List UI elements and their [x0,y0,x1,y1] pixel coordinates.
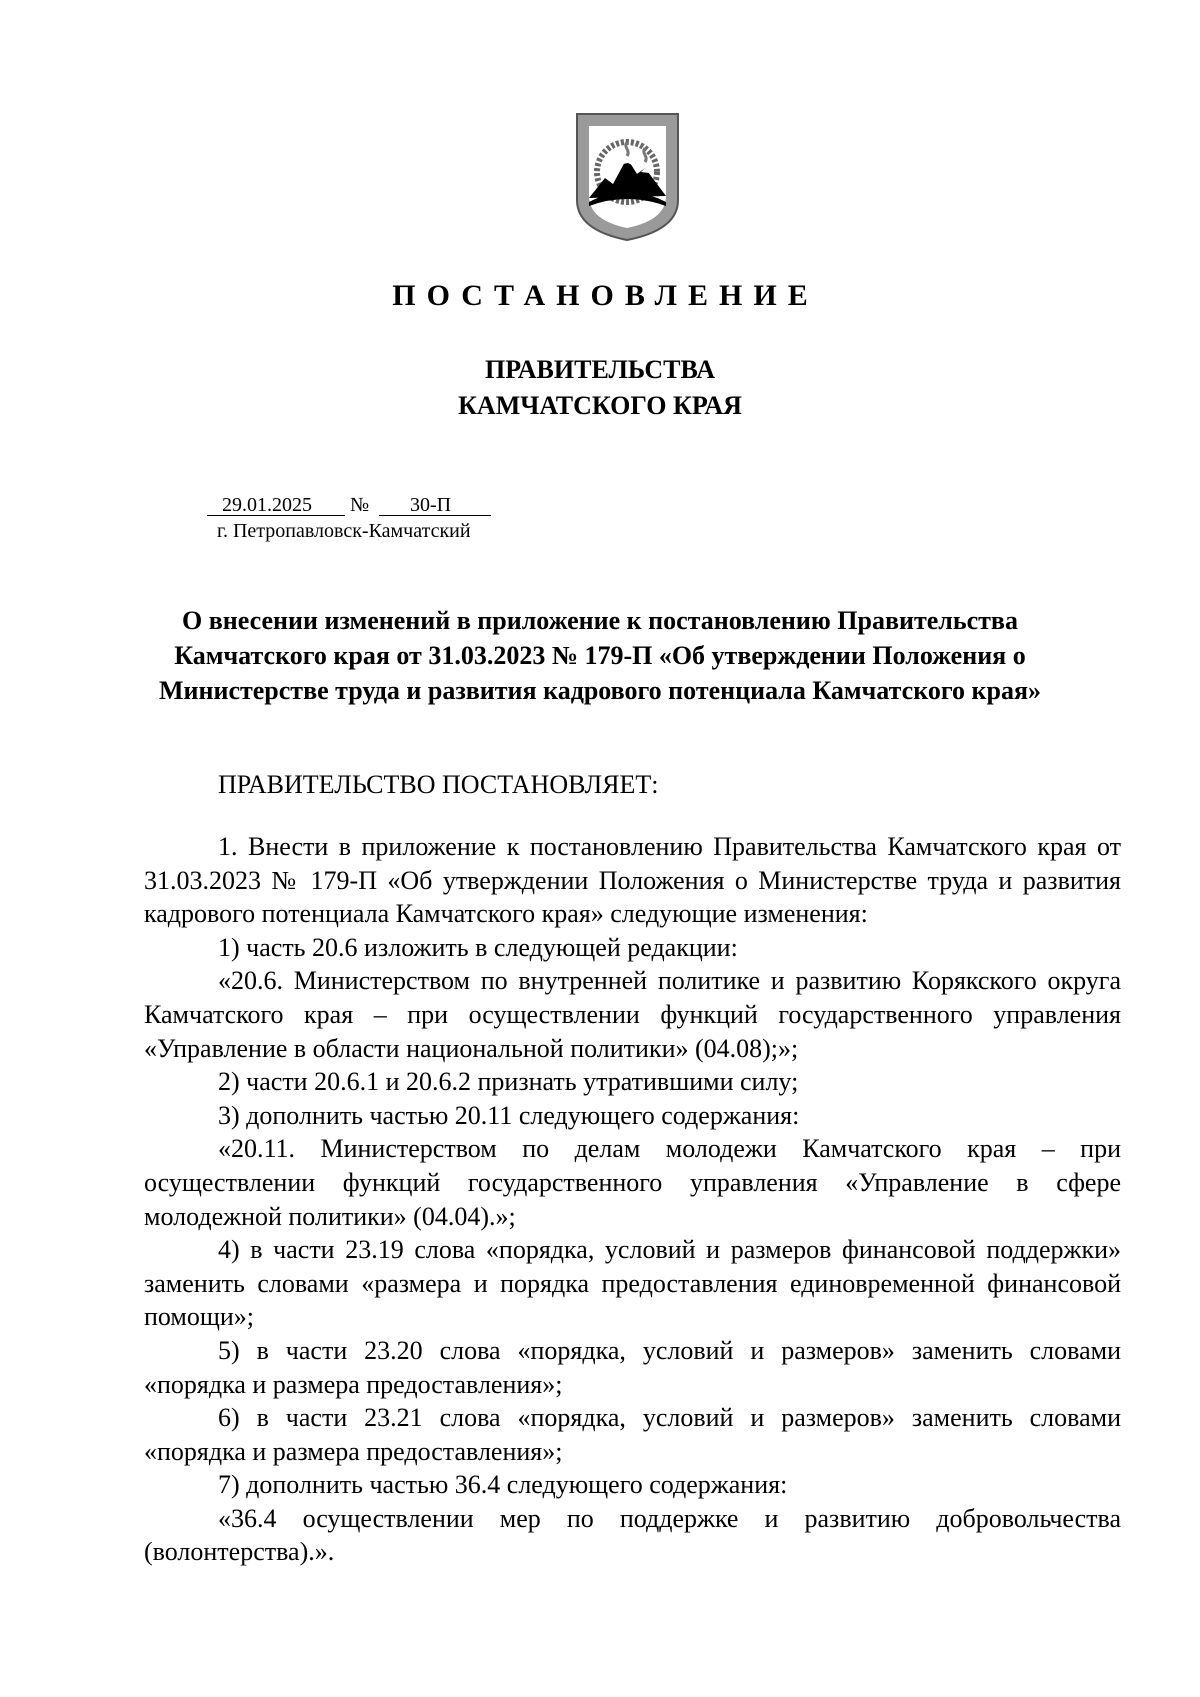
document-body [144,830,1121,1569]
document-date: 29.01.2025 [222,494,312,516]
paragraph-4: 2) части 20.6.1 и 20.6.2 признать утратившими силу; [218,1067,799,1097]
paragraph-3: «20.6. Министерством по внутренней политике и развитию Корякского округа Камчатского края – при осуществлении функций государственного управления «Управление в области национальной политики» (04.08);»; [144,966,1121,1063]
number-sign: № [350,494,370,516]
city-name: г. Петропавловск-Камчатский [217,520,471,542]
document-meta [207,493,527,543]
document-type-title: ПОСТАНОВЛЕНИЕ [392,279,819,312]
paragraph-7: 4) в части 23.19 слова «порядка, условий и размеров финансовой поддержки» заменить словами «размера и порядка предоставления единовременной финансовой помощи»; [144,1235,1121,1332]
paragraph-10: 7) дополнить частью 36.4 следующего содержания: [218,1470,788,1500]
paragraph-5: 3) дополнить частью 20.11 следующего содержания: [218,1100,800,1130]
paragraph-1: 1. Внести в приложение к постановлению Правительства Камчатского края от 31.03.2023 № 179-П «Об утверждении Положения о Министерстве труда и развития кадрового потенциала Камчатского края» следующие изменения: [144,832,1121,929]
paragraph-9: 6) в части 23.21 слова «порядка, условий и размеров» заменить словами «порядка и размера предоставления»; [144,1403,1121,1466]
paragraph-11: «36.4 осуществлении мер по поддержке и развитию добровольчества (волонтерства).». [144,1503,1121,1567]
paragraph-2: 1) часть 20.6 изложить в следующей редакции: [218,932,738,962]
authority-line-1: ПРАВИТЕЛЬСТВА [485,355,715,384]
authority-line-2: КАМЧАТСКОГО КРАЯ [458,391,742,420]
issuing-authority [0,352,1200,424]
date-number-line [207,493,527,519]
decree-statement: ПРАВИТЕЛЬСТВО ПОСТАНОВЛЯЕТ: [218,770,659,799]
document-number: 30-П [410,494,452,516]
paragraph-6: «20.11. Министерством по делам молодежи Камчатского края – при осуществлении функций государственного управления «Управление в сфере молодежной политики» (04.04).»; [144,1134,1121,1231]
paragraph-8: 5) в части 23.20 слова «порядка, условий и размеров» заменить словами «порядка и размера предоставления»; [144,1335,1121,1399]
kamchatka-coat-of-arms-icon [575,112,680,242]
document-subject: О внесении изменений в приложение к постановлению Правительства Камчатского края от 31.03.2023 № 179-П «Об утверждении Положения о Министерстве труда и развития кадрового потенциала Камчатского края» [158,606,1042,705]
